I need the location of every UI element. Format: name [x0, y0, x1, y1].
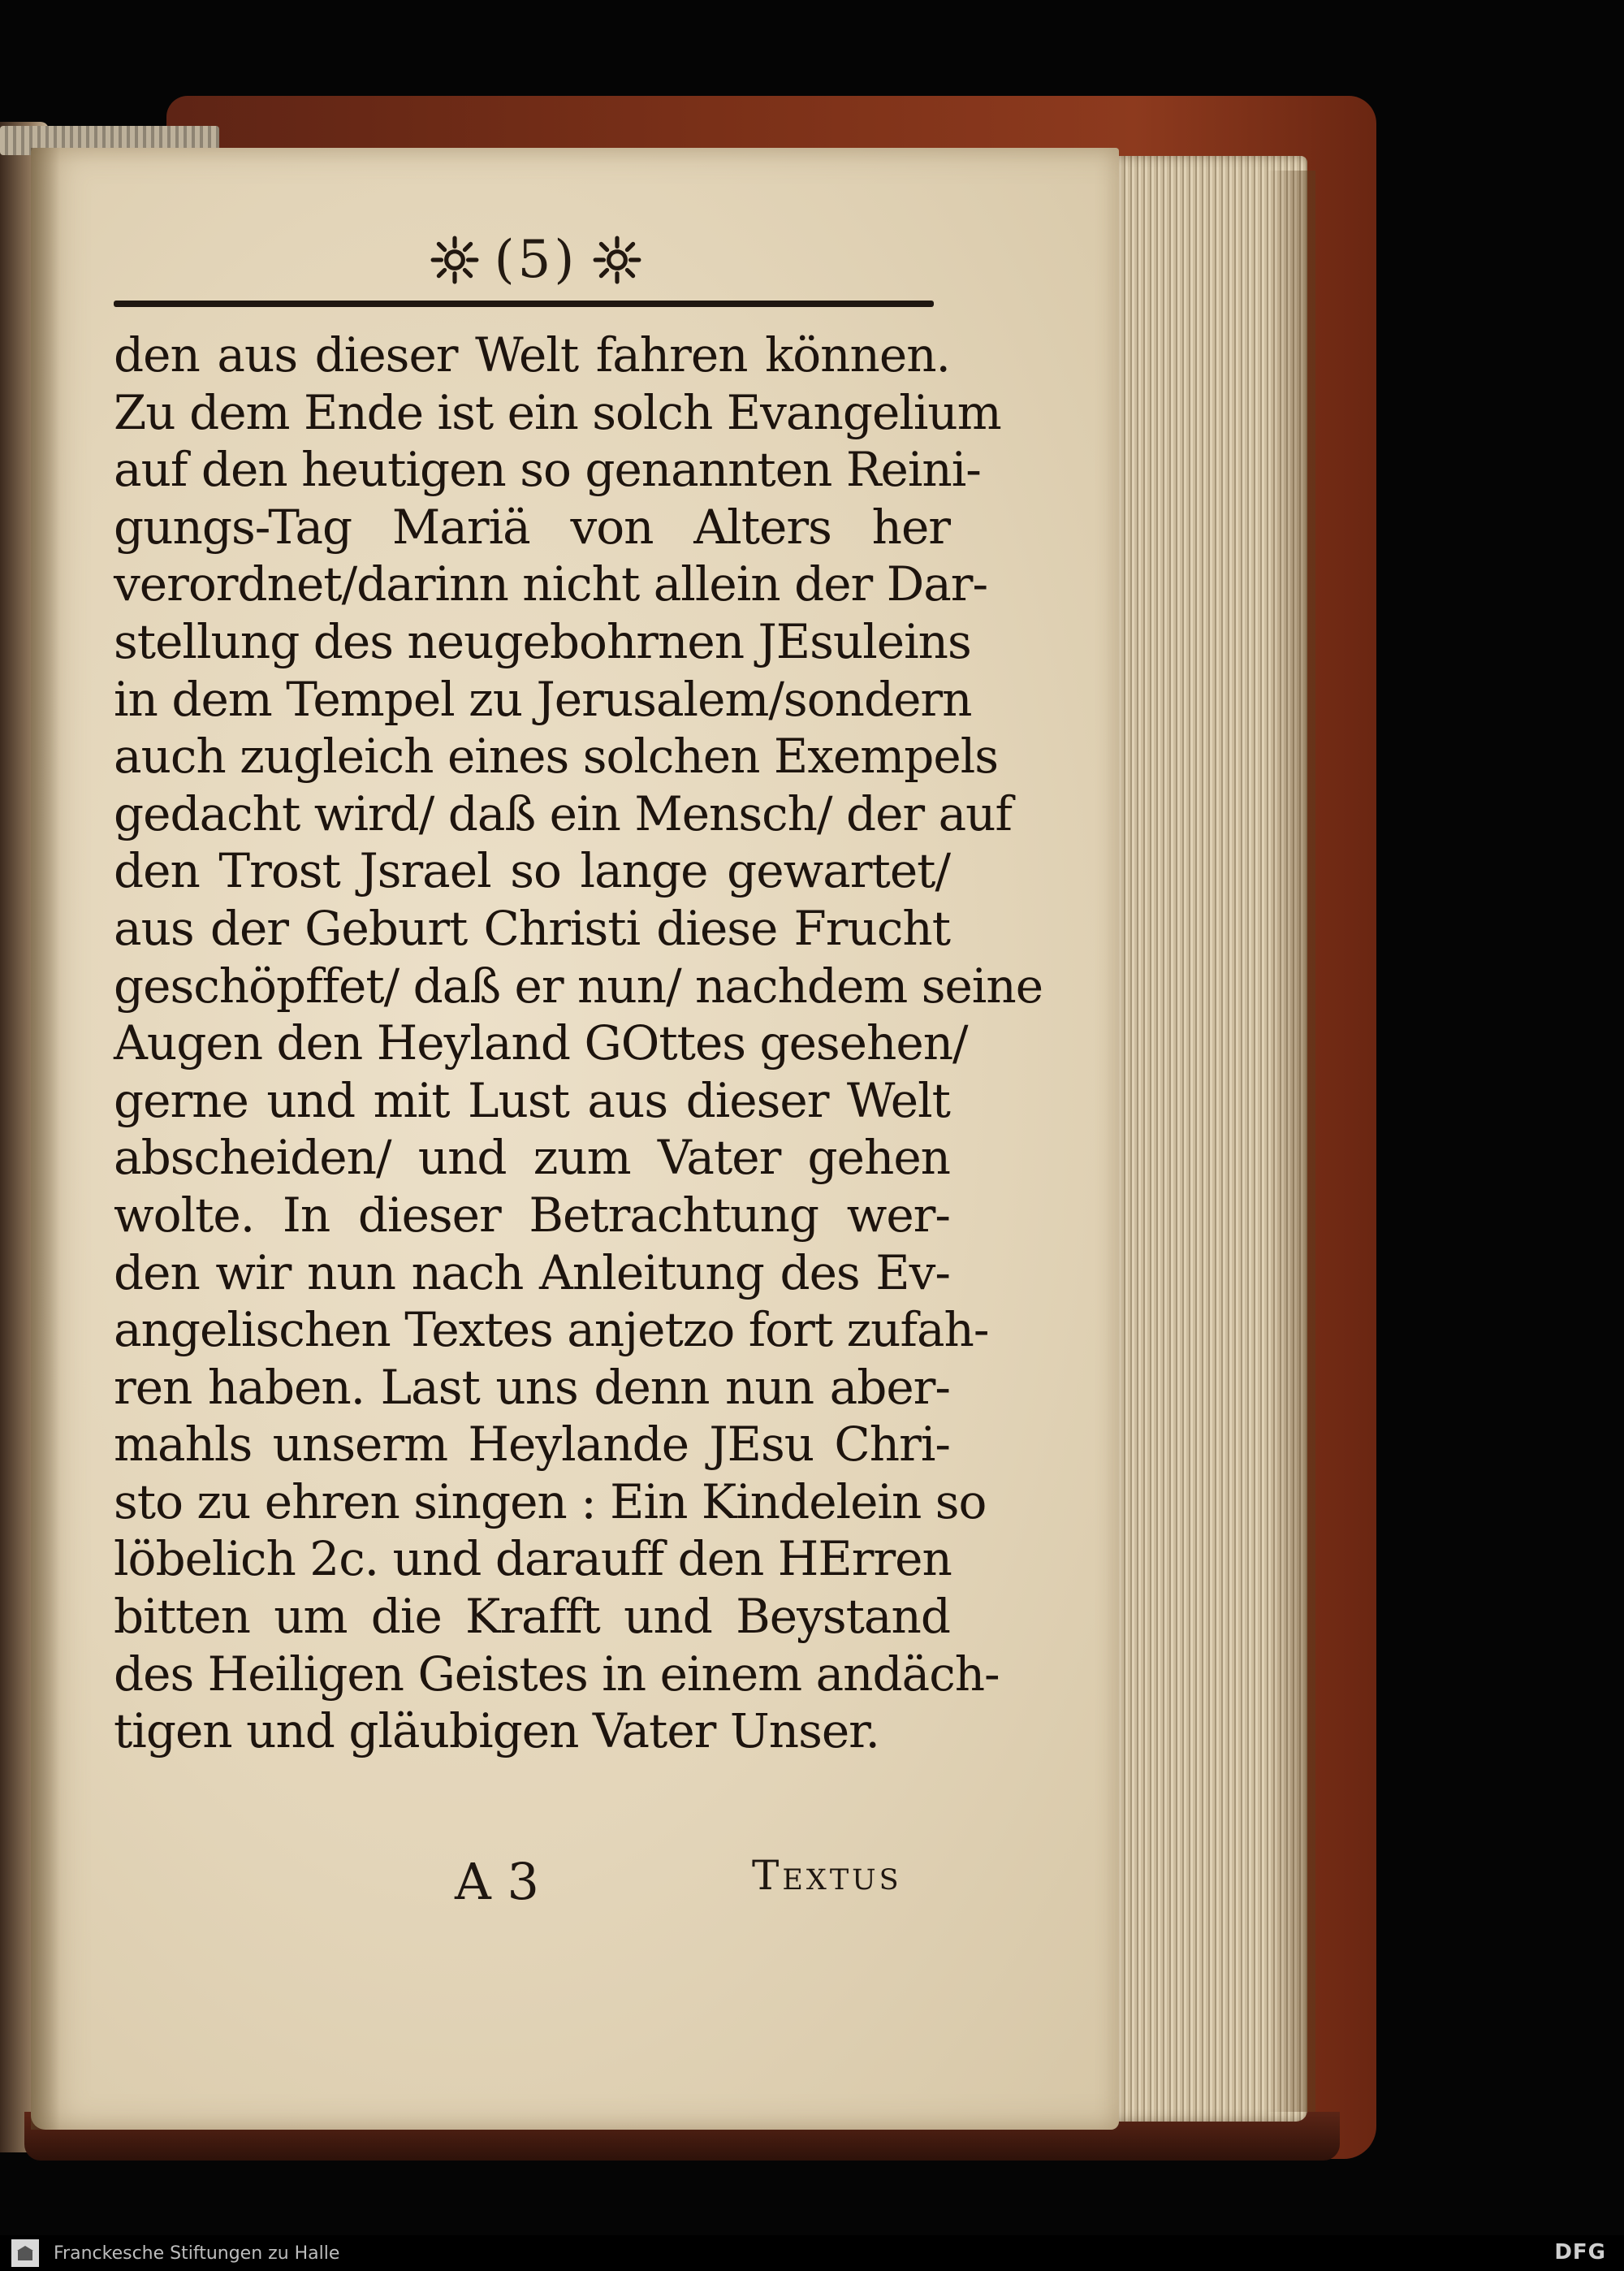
- text-line: löbelich 2c. und darauff den HErren: [114, 1531, 952, 1587]
- text-line: mahls unserm Heylande JEsu Chri-: [114, 1417, 950, 1473]
- text-line: ren haben. Last uns denn nun aber-: [114, 1359, 950, 1415]
- ornament-left-icon: [430, 235, 480, 285]
- text-line: verordnet/darinn nicht allein der Dar-: [114, 556, 988, 612]
- institution-name: Franckesche Stiftungen zu Halle: [54, 2243, 340, 2264]
- text-line: abscheiden/ und zum Vater gehen: [114, 1130, 950, 1186]
- page-header: [398, 227, 674, 292]
- text-line: Zu dem Ende ist ein solch Evangelium: [114, 384, 1001, 440]
- text-line: des Heiligen Geistes in einem andäch-: [114, 1646, 1000, 1702]
- institution-logo-icon: [11, 2239, 39, 2267]
- text-line: den Trost Jsrael so lange gewartet/: [114, 843, 950, 899]
- body-text: [114, 327, 1043, 1760]
- credit-bar: [0, 2235, 1624, 2271]
- text-line: tigen und gläubigen Vater Unser.: [114, 1703, 879, 1759]
- text-line: in dem Tempel zu Jerusalem/sondern: [114, 671, 972, 727]
- building-icon: [15, 2243, 35, 2263]
- text-line: bitten um die Krafft und Beystand: [114, 1589, 950, 1645]
- fore-edge-shadow: [1267, 171, 1315, 2112]
- catchword: Textus: [752, 1852, 902, 1899]
- text-line: den wir nun nach Anleitung des Ev-: [114, 1244, 950, 1300]
- text-line: den aus dieser Welt fahren können.: [114, 327, 950, 383]
- text-line: gedacht wird/ daß ein Mensch/ der auf: [114, 785, 1012, 841]
- text-line: auch zugleich eines solchen Exempels: [114, 729, 999, 785]
- text-line: stellung des neugebohrnen JEsuleins: [114, 613, 971, 669]
- text-line: sto zu ehren singen : Ein Kindelein so: [114, 1473, 987, 1529]
- text-line: Augen den Heyland GOttes gesehen/: [114, 1015, 968, 1071]
- text-line: gungs-Tag Mariä von Alters her: [114, 499, 950, 555]
- text-line: geschöpffet/ daß er nun/ nachdem seine: [114, 958, 1043, 1014]
- text-line: aus der Geburt Christi diese Frucht: [114, 900, 950, 956]
- dfg-logo: DFG: [1554, 2240, 1606, 2265]
- page-number: (5): [494, 230, 578, 290]
- signature-mark: A 3: [455, 1852, 539, 1911]
- text-line: auf den heutigen so genannten Reini-: [114, 442, 981, 498]
- ornament-right-icon: [592, 235, 642, 285]
- text-line: angelischen Textes anjetzo fort zufah-: [114, 1302, 989, 1358]
- text-line: wolte. In dieser Betrachtung wer-: [114, 1187, 950, 1243]
- text-line: gerne und mit Lust aus dieser Welt: [114, 1072, 950, 1128]
- header-rule: [114, 301, 934, 307]
- gutter-shadow: [31, 148, 60, 2130]
